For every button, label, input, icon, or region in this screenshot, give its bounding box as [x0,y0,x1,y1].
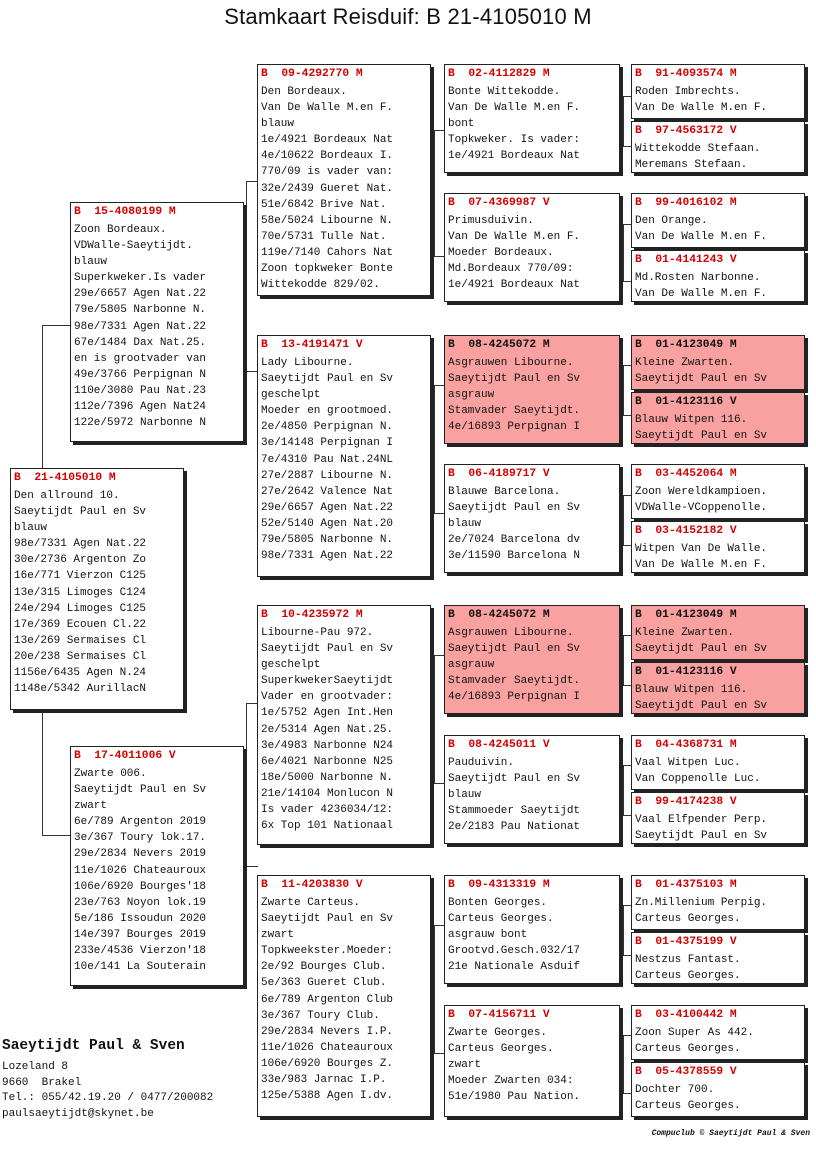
pigeon-info-line: Wittekodde 829/02. [261,279,380,292]
pigeon-info-line: Md.Bordeaux 770/09: [448,263,574,276]
pigeon-info-line: blauw [448,789,482,802]
ring-number: B 08-4245072 M [448,609,550,621]
ring-number: B 03-4100442 M [635,1009,737,1021]
owner-info [2,1036,213,1122]
pigeon-info-line: 16e/771 Vierzon C125 [14,570,147,583]
pigeon-info-line: Meremans Stefaan. [635,159,748,172]
pigeon-info-line: 4e/16893 Perpignan I [448,691,581,704]
ring-number: B 03-4152182 V [635,525,737,537]
pigeon-info-line: Stamvader Saeytijdt. [448,675,581,688]
pigeon-name: Vaal Elfpender Perp. [635,814,768,826]
pigeon-info-line: Van De Walle M.en F. [635,102,768,115]
ring-number: B 01-4123116 V [635,396,737,408]
pedigree-card-fff [444,64,620,173]
pigeon-info-line: Van De Walle M.en F. [448,102,581,115]
pedigree-card-subject [10,468,184,710]
pigeon-info-line: 2e/7024 Barcelona dv [448,534,581,547]
pigeon-name: Zwarte Georges. [448,1027,548,1039]
pigeon-info-line: Saeytijdt Paul en Sv [261,913,394,926]
pigeon-info-line: Moeder en grootmoed. [261,405,394,418]
ring-number: B 07-4369987 V [448,197,550,209]
pedigree-card-g11 [631,735,805,790]
ring-number: B 06-4189717 V [448,468,550,480]
pigeon-name: Zoon Super As 442. [635,1027,754,1039]
pigeon-info-line: 52e/5140 Agen Nat.20 [261,517,394,530]
ring-number: B 01-4123049 M [635,339,737,351]
ring-number: B 07-4156711 V [448,1009,550,1021]
pigeon-info-line: Moeder Bordeaux. [448,247,554,260]
pigeon-name: Vaal Witpen Luc. [635,757,741,769]
pigeon-name: Kleine Zwarten. [635,357,735,369]
pigeon-info-line: Van De Walle M.en F. [635,559,768,572]
pigeon-info-line: 51e/6842 Brive Nat. [261,198,387,211]
pigeon-info-line: Saeytijdt Paul en Sv [448,373,581,386]
pigeon-info-line: 79e/5805 Narbonne N. [261,534,394,547]
ring-number: B 01-4123116 V [635,666,737,678]
pigeon-info-line: 6e/789 Argenton 2019 [74,816,207,829]
pigeon-info-line: 2e/4850 Perpignan N. [261,421,394,434]
pigeon-info-line: blauw [74,256,108,269]
pigeon-name: Asgrauwen Libourne. [448,627,574,639]
pedigree-card-g16 [631,1062,805,1117]
pedigree-card-mmm [444,1005,620,1117]
pedigree-card-g2 [631,121,805,173]
pigeon-info-line: Carteus Georges. [635,1043,741,1056]
pigeon-info-line: 13e/269 Sermaises Cl [14,634,147,647]
pigeon-info-line: 233e/4536 Vierzon'18 [74,945,207,958]
pigeon-info-line: 3e/367 Toury Club. [261,1009,380,1022]
pigeon-info-line: 24e/294 Limoges C125 [14,602,147,615]
ring-number: B 08-4245011 V [448,739,550,751]
pigeon-info-line: Van De Walle M.en F. [448,231,581,244]
ring-number: B 09-4292770 M [261,68,363,80]
pigeon-info-line: geschelpt [261,389,321,402]
pigeon-name: Roden Imbrechts. [635,86,741,98]
pedigree-card-g15 [631,1005,805,1060]
ring-number: B 21-4105010 M [14,472,116,484]
pigeon-info-line: 11e/1026 Chateauroux [74,864,207,877]
pigeon-info-line: Grootvd.Gesch.032/17 [448,945,581,958]
pigeon-info-line: Saeytijdt Paul en Sv [448,502,581,515]
pedigree-card-g5 [631,335,805,390]
pedigree-card-g12 [631,792,805,844]
pigeon-info-line: 13e/315 Limoges C124 [14,586,147,599]
ring-number: B 99-4174238 V [635,796,737,808]
pigeon-name: Zoon Wereldkampioen. [635,486,768,498]
pedigree-card-g14 [631,932,805,984]
pigeon-name: Witpen Van De Walle. [635,543,768,555]
pigeon-info-line: VDWalle-VCoppenolle. [635,502,768,515]
pigeon-info-line: 6x Top 101 Nationaal [261,820,394,833]
pigeon-name: Blauw Witpen 116. [635,684,748,696]
pigeon-info-line: 125e/5388 Agen I.dv. [261,1090,394,1103]
pigeon-info-line: 18e/5000 Narbonne N. [261,771,394,784]
pigeon-info-line: 49e/3766 Perpignan N [74,368,207,381]
pigeon-info-line: Saeytijdt Paul en Sv [448,643,581,656]
pigeon-info-line: blauw [14,522,48,535]
pigeon-info-line: asgrauw bont [448,929,528,942]
pigeon-info-line: SuperkwekerSaeytijdt [261,675,394,688]
owner-email: paulsaeytijdt@skynet.be [2,1107,154,1120]
pigeon-info-line: Saeytijdt Paul en Sv [261,373,394,386]
pigeon-info-line: geschelpt [261,659,321,672]
pigeon-info-line: Carteus Georges. [635,913,741,926]
owner-city: 9660 Brakel [2,1076,82,1089]
pigeon-info-line: Zoon topkweker Bonte [261,263,394,276]
pigeon-info-line: 98e/7331 Agen Nat.22 [261,550,394,563]
pigeon-info-line: 98e/7331 Agen Nat.22 [74,320,207,333]
pigeon-name: Blauw Witpen 116. [635,414,748,426]
pedigree-card-g6 [631,392,805,444]
pigeon-info-line: Van De Walle M.en F. [635,231,768,244]
ring-number: B 01-4123049 M [635,609,737,621]
pigeon-info-line: 3e/4983 Narbonne N24 [261,739,394,752]
pigeon-info-line: Carteus Georges. [635,1100,741,1113]
pigeon-name: Lady Libourne. [261,357,354,369]
ring-number: B 17-4011006 V [74,750,176,762]
pigeon-name: Bonten Georges. [448,897,548,909]
pedigree-card-mfm [444,735,620,844]
pedigree-card-ffm [444,193,620,302]
pedigree-card-mmf [444,875,620,984]
pigeon-info-line: 33e/983 Jarnac I.P. [261,1074,387,1087]
pigeon-info-line: 6e/789 Argenton Club [261,993,394,1006]
pigeon-info-line: 4e/10622 Bordeaux I. [261,150,394,163]
pedigree-card-mff [444,605,620,714]
ring-number: B 11-4203830 V [261,879,363,891]
pigeon-name: Primusduivin. [448,215,534,227]
pigeon-info-line: asgrauw [448,659,495,672]
pigeon-name: Zn.Millenium Perpig. [635,897,768,909]
pigeon-info-line: 17e/369 Ecouen Cl.22 [14,618,147,631]
pigeon-info-line: 3e/14148 Perpignan I [261,437,394,450]
pigeon-info-line: Superkweker.Is vader [74,272,207,285]
pigeon-name: Den Orange. [635,215,708,227]
ring-number: B 04-4368731 M [635,739,737,751]
pigeon-info-line: zwart [74,800,108,813]
ring-number: B 91-4093574 M [635,68,737,80]
pigeon-name: Den allround 10. [14,490,120,502]
pigeon-info-line: 1e/4921 Bordeaux Nat [448,150,581,163]
pigeon-name: Blauwe Barcelona. [448,486,561,498]
pigeon-name: Wittekodde Stefaan. [635,143,761,155]
ring-number: B 99-4016102 M [635,197,737,209]
pigeon-info-line: 29e/6657 Agen Nat.22 [261,501,394,514]
pigeon-info-line: 2e/2183 Pau Nationat [448,821,581,834]
pigeon-info-line: 29e/2834 Nevers I.P. [261,1025,394,1038]
ring-number: B 15-4080199 M [74,206,176,218]
pigeon-info-line: Van De Walle M.en F. [635,288,768,301]
pedigree-card-father-mother [257,335,431,577]
pigeon-info-line: zwart [261,929,295,942]
pigeon-info-line: 51e/1980 Pau Nation. [448,1091,581,1104]
pigeon-info-line: 122e/5972 Narbonne N [74,417,207,430]
pigeon-info-line: 20e/238 Sermaises Cl [14,650,147,663]
ring-number: B 01-4375103 M [635,879,737,891]
ring-number: B 01-4141243 V [635,254,737,266]
pigeon-name: Dochter 700. [635,1084,715,1096]
pedigree-card-mother [70,746,244,986]
pigeon-info-line: 770/09 is vader van: [261,166,394,179]
pigeon-info-line: Saeytijdt Paul en Sv [14,506,147,519]
pigeon-info-line: blauw [261,118,295,131]
pigeon-info-line: 1e/5752 Agen Int.Hen [261,707,394,720]
pigeon-info-line: 3e/11590 Barcelona N [448,550,581,563]
pigeon-name: Bonte Wittekodde. [448,86,561,98]
pigeon-info-line: 98e/7331 Agen Nat.22 [14,538,147,551]
pigeon-info-line: 21e Nationale Asduif [448,961,581,974]
pedigree-card-father [70,202,244,442]
owner-address: Lozeland 8 [2,1061,69,1073]
owner-phone: Tel.: 055/42.19.20 / 0477/200082 [2,1092,214,1104]
pigeon-info-line: 29e/6657 Agen Nat.22 [74,288,207,301]
pedigree-card-g4 [631,250,805,302]
pedigree-card-g10 [631,662,805,714]
pigeon-name: Nestzus Fantast. [635,954,741,966]
pigeon-name: Zwarte Carteus. [261,897,361,909]
page-title: Stamkaart Reisduif: B 21-4105010 M [224,4,592,29]
pigeon-info-line: 32e/2439 Gueret Nat. [261,182,394,195]
pigeon-info-line: 27e/2642 Valence Nat [261,485,394,498]
pigeon-info-line: Topkweekster.Moeder: [261,945,394,958]
pigeon-info-line: Saeytijdt Paul en Sv [261,643,394,656]
pigeon-info-line: 21e/14104 Monlucon N [261,787,394,800]
pigeon-info-line: Vader en grootvader: [261,691,394,704]
pigeon-name: Zwarte 006. [74,768,147,780]
owner-name: Saeytijdt Paul & Sven [2,1038,185,1054]
pigeon-info-line: 67e/1484 Dax Nat.25. [74,336,207,349]
pigeon-info-line: 2e/5314 Agen Nat.25. [261,723,394,736]
pigeon-info-line: Saeytijdt Paul en Sv [74,784,207,797]
pigeon-info-line: Van Coppenolle Luc. [635,773,761,786]
pigeon-info-line: 1e/4921 Bordeaux Nat [261,134,394,147]
pedigree-card-father-father [257,64,431,296]
pigeon-info-line: 70e/5731 Tulle Nat. [261,230,387,243]
pigeon-info-line: 4e/16893 Perpignan I [448,421,581,434]
pigeon-info-line: Carteus Georges. [635,970,741,983]
pedigree-card-g3 [631,193,805,248]
pigeon-name: Asgrauwen Libourne. [448,357,574,369]
pigeon-info-line: Stamvader Saeytijdt. [448,405,581,418]
pigeon-info-line: 6e/4021 Narbonne N25 [261,755,394,768]
pigeon-info-line: 58e/5024 Libourne N. [261,214,394,227]
ring-number: B 08-4245072 M [448,339,550,351]
pigeon-info-line: Saeytijdt Paul en Sv [635,700,768,713]
pigeon-info-line: bont [448,118,475,131]
pedigree-card-g8 [631,521,805,573]
pigeon-info-line: 14e/397 Bourges 2019 [74,928,207,941]
pedigree-card-fmm [444,464,620,573]
pigeon-info-line: Carteus Georges. [448,913,554,926]
pigeon-info-line: 10e/141 La Souterain [74,961,207,974]
pedigree-card-g1 [631,64,805,119]
pigeon-name: Den Bordeaux. [261,86,347,98]
pigeon-info-line: VDWalle-Saeytijdt. [74,240,193,253]
pigeon-info-line: Is vader 4236034/12: [261,804,394,817]
ring-number: B 01-4375199 V [635,936,737,948]
pigeon-info-line: zwart [448,1059,482,1072]
pigeon-name: Pauduivin. [448,757,515,769]
pigeon-info-line: 106e/6920 Bourges'18 [74,880,207,893]
ring-number: B 02-4112829 M [448,68,550,80]
pigeon-info-line: 27e/2887 Libourne N. [261,469,394,482]
pigeon-info-line: 1e/4921 Bordeaux Nat [448,279,581,292]
pigeon-info-line: Saeytijdt Paul en Sv [635,430,768,443]
ring-number: B 10-4235972 M [261,609,363,621]
ring-number: B 05-4378559 V [635,1066,737,1078]
ring-number: B 09-4313319 M [448,879,550,891]
pigeon-info-line: 110e/3080 Pau Nat.23 [74,384,207,397]
pigeon-info-line: Saeytijdt Paul en Sv [635,830,768,843]
ring-number: B 97-4563172 V [635,125,737,137]
pigeon-info-line: 106e/6920 Bourges Z. [261,1057,394,1070]
pigeon-info-line: 7e/4310 Pau Nat.24NL [261,453,394,466]
pedigree-card-g7 [631,464,805,519]
pigeon-info-line: Van De Walle M.en F. [261,102,394,115]
pedigree-card-g13 [631,875,805,930]
pedigree-card-mother-father [257,605,431,845]
pedigree-card-mother-mother [257,875,431,1117]
pigeon-info-line: 1156e/6435 Agen N.24 [14,667,147,680]
pigeon-info-line: Saeytijdt Paul en Sv [448,773,581,786]
pigeon-info-line: 79e/5805 Narbonne N. [74,304,207,317]
pigeon-info-line: 30e/2736 Argenton Zo [14,554,147,567]
software-credit: Compuclub © Saeytijdt Paul & Sven [651,1129,810,1138]
pigeon-info-line: 119e/7140 Cahors Nat [261,246,394,259]
pigeon-info-line: 29e/2834 Nevers 2019 [74,848,207,861]
pigeon-info-line: Stammoeder Saeytijdt [448,805,581,818]
pigeon-name: Kleine Zwarten. [635,627,735,639]
pigeon-info-line: Carteus Georges. [448,1043,554,1056]
pigeon-info-line: blauw [448,518,482,531]
pigeon-info-line: 2e/92 Bourges Club. [261,961,387,974]
pedigree-card-g9 [631,605,805,660]
pigeon-name: Libourne-Pau 972. [261,627,374,639]
pigeon-info-line: Saeytijdt Paul en Sv [635,643,768,656]
pigeon-info-line: 1148e/5342 AurillacN [14,683,147,696]
pigeon-info-line: 5e/186 Issoudun 2020 [74,912,207,925]
ring-number: B 03-4452064 M [635,468,737,480]
pedigree-card-fmf [444,335,620,444]
pigeon-info-line: 11e/1026 Chateauroux [261,1041,394,1054]
pigeon-name: Md.Rosten Narbonne. [635,272,761,284]
pigeon-info-line: 112e/7396 Agen Nat24 [74,401,207,414]
pigeon-info-line: Saeytijdt Paul en Sv [635,373,768,386]
pigeon-info-line: asgrauw [448,389,495,402]
ring-number: B 13-4191471 V [261,339,363,351]
pigeon-info-line: Topkweker. Is vader: [448,134,581,147]
pigeon-info-line: Moeder Zwarten 034: [448,1075,574,1088]
pigeon-name: Zoon Bordeaux. [74,224,167,236]
pigeon-info-line: en is grootvader van [74,352,207,365]
pigeon-info-line: 23e/763 Noyon lok.19 [74,896,207,909]
pigeon-info-line: 5e/363 Gueret Club. [261,977,387,990]
pigeon-info-line: 3e/367 Toury lok.17. [74,832,207,845]
